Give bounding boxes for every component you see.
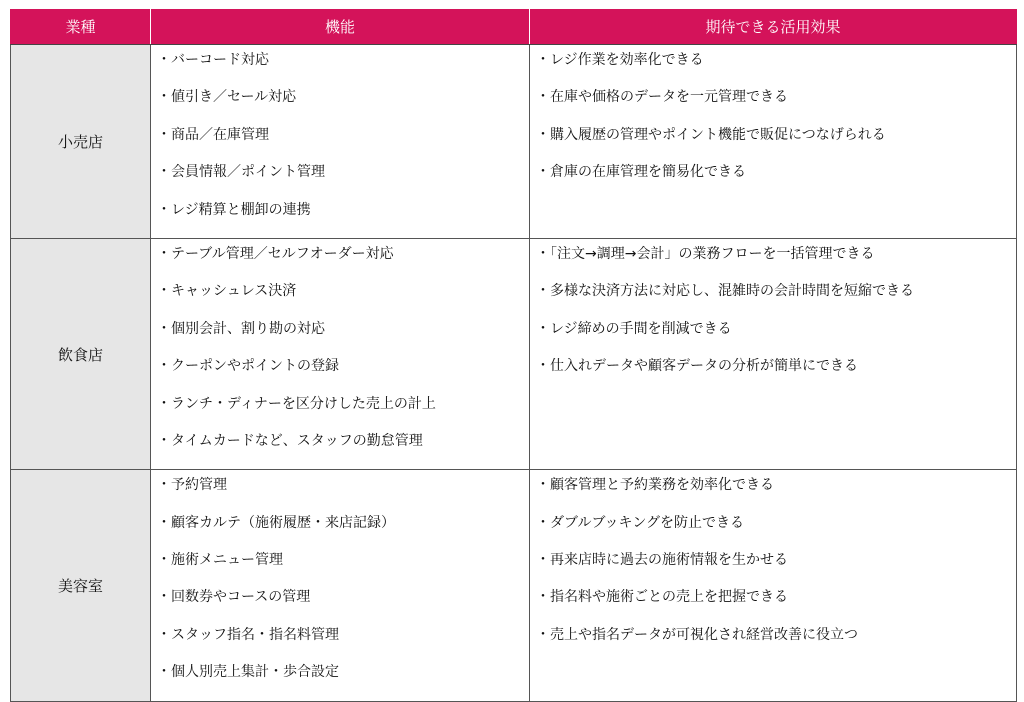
effect-item: ・ 購入履歴の管理やポイント機能で販促につなげられる bbox=[536, 126, 1016, 163]
table-header bbox=[11, 9, 1017, 45]
effect-item: ・ 在庫や価格のデータを一元管理できる bbox=[536, 88, 1016, 125]
effect-item: ・ 「注文→調理→会計」の業務フローを一括管理できる bbox=[536, 245, 1016, 282]
feature-item: ・ 施術メニュー管理 bbox=[157, 551, 529, 588]
header-effects: 期待できる活用効果 bbox=[530, 9, 1017, 45]
feature-item: ・ 回数券やコースの管理 bbox=[157, 588, 529, 625]
feature-item: ・ 値引き／セール対応 bbox=[157, 88, 529, 125]
industry-cell: 飲食店 bbox=[11, 238, 151, 469]
feature-item: ・ クーポンやポイントの登録 bbox=[157, 357, 529, 394]
effect-item: ・ 倉庫の在庫管理を簡易化できる bbox=[536, 163, 1016, 200]
effect-item: ・ ダブルブッキングを防止できる bbox=[536, 514, 1016, 551]
feature-item: ・ スタッフ指名・指名料管理 bbox=[157, 626, 529, 663]
header-features: 機能 bbox=[151, 9, 530, 45]
table-body bbox=[11, 45, 1017, 702]
effect-item: ・ 売上や指名データが可視化され経営改善に役立つ bbox=[536, 626, 1016, 663]
feature-item: ・ 商品／在庫管理 bbox=[157, 126, 529, 163]
effect-item: ・ 仕入れデータや顧客データの分析が簡単にできる bbox=[536, 357, 1016, 394]
header-industry: 業種 bbox=[11, 9, 151, 45]
feature-item: ・ 予約管理 bbox=[157, 476, 529, 513]
table-row bbox=[11, 238, 1017, 469]
effect-item: ・ 多様な決済方法に対応し、混雑時の会計時間を短縮できる bbox=[536, 282, 1016, 319]
effect-item: ・ レジ締めの手間を削減できる bbox=[536, 320, 1016, 357]
feature-item: ・ 個別会計、割り勘の対応 bbox=[157, 320, 529, 357]
effects-cell bbox=[530, 470, 1017, 701]
features-cell bbox=[151, 45, 530, 239]
industry-cell: 小売店 bbox=[11, 45, 151, 239]
feature-item: ・ タイムカードなど、スタッフの勤怠管理 bbox=[157, 432, 529, 469]
feature-item: ・ テーブル管理／セルフオーダー対応 bbox=[157, 245, 529, 282]
industry-cell: 美容室 bbox=[11, 470, 151, 701]
features-cell bbox=[151, 238, 530, 469]
feature-item: ・ キャッシュレス決済 bbox=[157, 282, 529, 319]
effect-item: ・ レジ作業を効率化できる bbox=[536, 51, 1016, 88]
feature-item: ・ ランチ・ディナーを区分けした売上の計上 bbox=[157, 395, 529, 432]
feature-item: ・ 個人別売上集計・歩合設定 bbox=[157, 663, 529, 700]
effect-item: ・ 指名料や施術ごとの売上を把握できる bbox=[536, 588, 1016, 625]
effects-cell bbox=[530, 238, 1017, 469]
feature-item: ・ 会員情報／ポイント管理 bbox=[157, 163, 529, 200]
comparison-table bbox=[10, 9, 1017, 702]
effects-cell bbox=[530, 45, 1017, 239]
feature-item: ・ 顧客カルテ（施術履歴・来店記録） bbox=[157, 514, 529, 551]
effect-item: ・ 顧客管理と予約業務を効率化できる bbox=[536, 476, 1016, 513]
features-cell bbox=[151, 470, 530, 701]
table-row bbox=[11, 470, 1017, 701]
effect-item: ・ 再来店時に過去の施術情報を生かせる bbox=[536, 551, 1016, 588]
feature-item: ・ バーコード対応 bbox=[157, 51, 529, 88]
feature-item: ・ レジ精算と棚卸の連携 bbox=[157, 201, 529, 238]
table-row bbox=[11, 45, 1017, 239]
header-row bbox=[11, 9, 1017, 45]
